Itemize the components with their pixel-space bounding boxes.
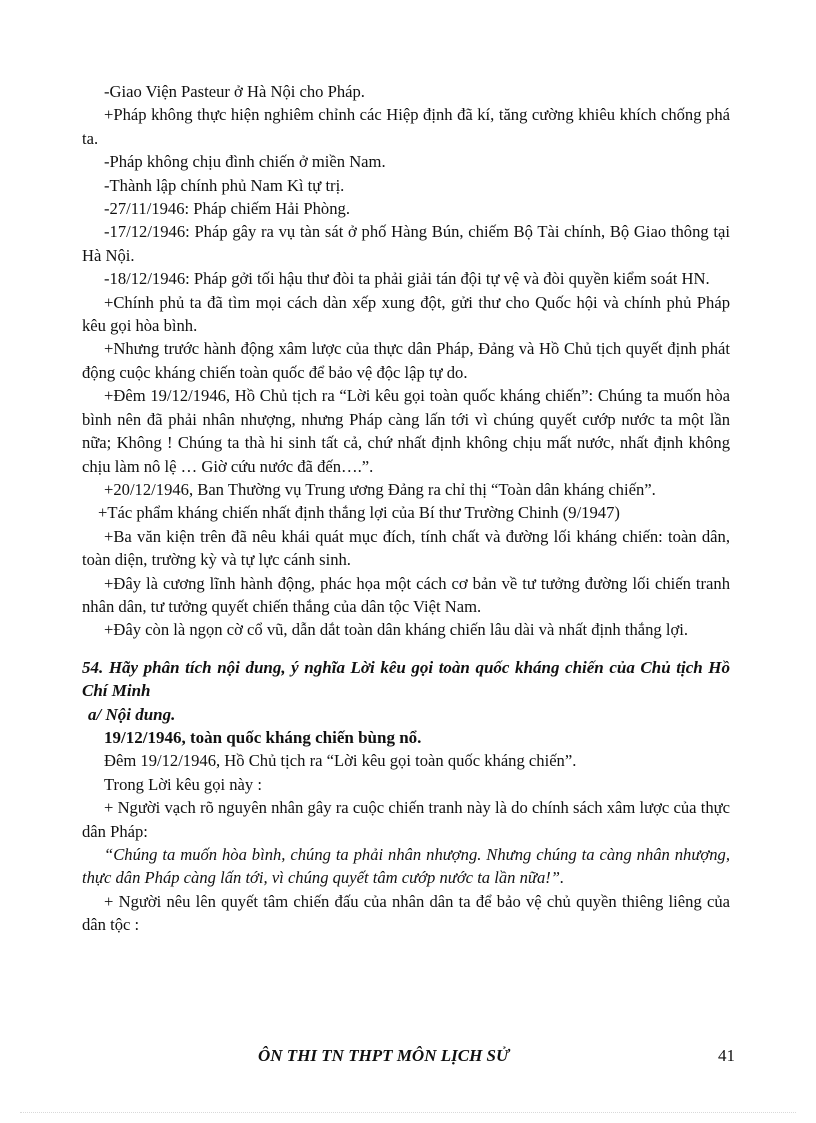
paragraph: +Pháp không thực hiện nghiêm chỉnh các Hiệp định đã kí, tăng cường khiêu khích chống phá ta.	[82, 105, 730, 148]
bold-statement: 19/12/1946, toàn quốc kháng chiến bùng nổ.	[104, 727, 422, 747]
paragraph: Trong Lời kêu gọi này :	[104, 774, 262, 794]
paragraph: -Thành lập chính phủ Nam Kì tự trị.	[104, 175, 345, 195]
section-heading: 54. Hãy phân tích nội dung, ý nghĩa Lời kêu gọi toàn quốc kháng chiến của Chủ tịch Hồ Chí Minh	[82, 657, 730, 701]
paragraph: + Người vạch rõ nguyên nhân gây ra cuộc chiến tranh này là do chính sách xâm lược của thực dân Pháp:	[82, 798, 730, 841]
paragraph: +20/12/1946, Ban Thường vụ Trung ương Đảng ra chỉ thị “Toàn dân kháng chiến”.	[104, 479, 656, 499]
paragraph: +Đây còn là ngọn cờ cổ vũ, dẫn dắt toàn dân kháng chiến lâu dài và nhất định thắng lợi.	[104, 620, 689, 640]
paragraph: -Pháp không chịu đình chiến ở miền Nam.	[104, 152, 386, 172]
paragraph: -18/12/1946: Pháp gởi tối hậu thư đòi ta phải giải tán đội tự vệ và đòi quyền kiểm soát HN.	[104, 269, 710, 289]
paragraph: +Đêm 19/12/1946, Hồ Chủ tịch ra “Lời kêu gọi toàn quốc kháng chiến”: Chúng ta muốn hòa bình nên đã phải nhân nhượng, nhưng Pháp càng lấn tới vì chúng quyết cướp nước ta một lần nữa; Không ! Chúng ta thà hi sinh tất cả, chứ nhất định không chịu mất nước, nhất định không chịu làm nô lệ … Giờ cứu nước đã đến….”.	[82, 386, 730, 476]
document-page	[82, 80, 730, 937]
paragraph: -Giao Viện Pasteur ở Hà Nội cho Pháp.	[104, 82, 365, 101]
paragraph: +Nhưng trước hành động xâm lược của thực dân Pháp, Đảng và Hồ Chủ tịch quyết định phát động cuộc kháng chiến toàn quốc để bảo vệ độc lập tự do.	[82, 339, 730, 382]
bottom-divider	[20, 1112, 796, 1113]
paragraph: +Tác phẩm kháng chiến nhất định thắng lợi của Bí thư Trường Chinh (9/1947)	[98, 503, 620, 523]
page-number: 41	[718, 1046, 735, 1065]
paragraph: Đêm 19/12/1946, Hồ Chủ tịch ra “Lời kêu gọi toàn quốc kháng chiến”.	[104, 751, 577, 771]
paragraph: -17/12/1946: Pháp gây ra vụ tàn sát ở phố Hàng Bún, chiếm Bộ Tài chính, Bộ Giao thông tại Hà Nội.	[82, 222, 730, 265]
section-subheading: a/ Nội dung.	[88, 704, 176, 724]
paragraph: +Đây là cương lĩnh hành động, phác họa một cách cơ bản về tư tưởng đường lối chiến tranh nhân dân, tư tưởng quyết chiến thắng của dân tộc Việt Nam.	[82, 573, 730, 616]
paragraph: + Người nêu lên quyết tâm chiến đấu của nhân dân ta để bảo vệ chủ quyền thiêng liêng của dân tộc :	[82, 891, 730, 935]
paragraph: -27/11/1946: Pháp chiếm Hải Phòng.	[104, 199, 350, 219]
quote-paragraph: “Chúng ta muốn hòa bình, chúng ta phải nhân nhượng. Nhưng chúng ta càng nhân nhượng, thực dân Pháp càng lấn tới, vì chúng quyết tâm cướp nước ta lần nữa!”.	[82, 845, 730, 888]
paragraph: +Chính phủ ta đã tìm mọi cách dàn xếp xung đột, gửi thư cho Quốc hội và chính phủ Pháp kêu gọi hòa bình.	[82, 292, 730, 336]
paragraph: +Ba văn kiện trên đã nêu khái quát mục đích, tính chất và đường lối kháng chiến: toàn dân, toàn diện, trường kỳ và tự lực cánh sinh.	[82, 526, 730, 570]
body-text	[82, 80, 730, 642]
footer-title: ÔN THI TN THPT MÔN LỊCH SỬ	[258, 1046, 510, 1065]
